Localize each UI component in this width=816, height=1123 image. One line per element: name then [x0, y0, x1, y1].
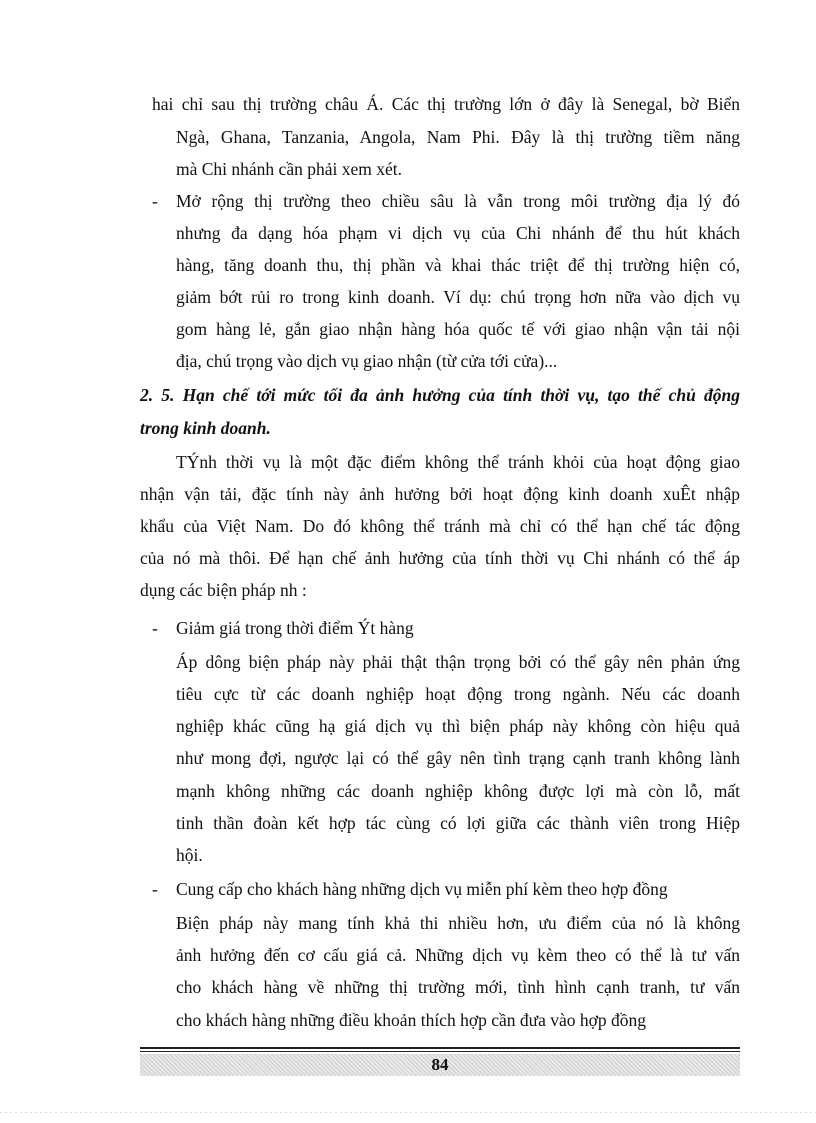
measure-body-line: cho khách hàng về những thị trường mới, tình hình cạnh tranh, tư vấn	[176, 977, 740, 997]
paragraph-line: nhận vận tải, đặc tính này ảnh hưởng bởi hoạt động kinh doanh xuÊt nhập	[140, 484, 740, 504]
measure-title: Giảm giá trong thời điểm Ýt hàng	[176, 618, 414, 638]
text-line: hai chỉ sau thị trường châu Á. Các thị trường lớn ở đây là Senegal, bờ Biển	[152, 94, 740, 114]
text-line: mà Chi nhánh cần phải xem xét.	[176, 159, 402, 179]
text-line: Ngà, Ghana, Tanzania, Angola, Nam Phi. Đây là thị trường tiềm năng	[176, 127, 740, 147]
page-number: 84	[431, 1055, 449, 1074]
list-item-text: nhưng đa dạng hóa phạm vi dịch vụ của Chi nhánh để thu hút khách	[176, 223, 740, 243]
page-edge	[0, 1112, 816, 1113]
list-dash: -	[152, 879, 158, 899]
list-dash: -	[152, 618, 158, 638]
list-item-text: Mở rộng thị trường theo chiều sâu là vẫn trong môi trường địa lý đó	[176, 191, 740, 211]
measure-title: Cung cấp cho khách hàng những dịch vụ miễn phí kèm theo hợp đồng	[176, 879, 668, 899]
list-item-text: gom hàng lẻ, gắn giao nhận hàng hóa quốc tế với giao nhận vận tải nội	[176, 319, 740, 339]
section-heading: 2. 5. Hạn chế tới mức tối đa ảnh hưởng của tính thời vụ, tạo thế chủ động	[140, 385, 740, 405]
section-heading: trong kinh doanh.	[140, 418, 271, 438]
paragraph-line: khẩu của Việt Nam. Do đó không thể tránh mà chỉ có thể hạn chế tác động	[140, 516, 740, 536]
measure-body-line: hội.	[176, 845, 203, 865]
measure-body-line: Áp dông biện pháp này phải thật thận trọng bởi có thể gây nên phản ứng	[176, 652, 740, 672]
measure-body-line: nghiệp khác cũng hạ giá dịch vụ thì biện pháp này không còn hiệu quả	[176, 716, 740, 736]
measure-body-line: cho khách hàng những điều khoản thích hợp cần đưa vào hợp đồng	[176, 1010, 647, 1030]
list-dash: -	[152, 191, 158, 211]
list-item-text: giảm bớt rủi ro trong kinh doanh. Ví dụ: chú trọng hơn nữa vào dịch vụ	[176, 287, 740, 307]
paragraph-line: TÝnh thời vụ là một đặc điểm không thể tránh khỏi của hoạt động giao	[176, 452, 740, 472]
paragraph-line: của nó mà thôi. Để hạn chế ảnh hưởng của tính thời vụ Chi nhánh có thể áp	[140, 548, 740, 568]
measure-body-line: mạnh không những các doanh nghiệp không được lợi mà còn lỗ, mất	[176, 781, 740, 801]
footer-rule-thick	[140, 1047, 740, 1049]
measure-body-line: tiêu cực từ các doanh nghiệp hoạt động trong ngành. Nếu các doanh	[176, 684, 740, 704]
footer-rule-thin	[140, 1051, 740, 1052]
measure-body-line: tinh thần đoàn kết hợp tác cùng có lợi giữa các thành viên trong Hiệp	[176, 813, 740, 833]
paragraph-line: dụng các biện pháp nh :	[140, 580, 307, 600]
measure-body-line: Biện pháp này mang tính khả thi nhiều hơn, ưu điểm của nó là không	[176, 913, 740, 933]
measure-body-line: như mong đợi, ngược lại có thể gây nên tình trạng cạnh tranh không lành	[176, 748, 740, 768]
measure-body-line: ảnh hưởng đến cơ cấu giá cả. Những dịch vụ kèm theo có thể là tư vấn	[176, 945, 740, 965]
list-item-text: địa, chú trọng vào dịch vụ giao nhận (từ cửa tới cửa)...	[176, 351, 558, 371]
list-item-text: hàng, tăng doanh thu, thị phần và khai thác triệt để thị trường hiện có,	[176, 255, 740, 275]
